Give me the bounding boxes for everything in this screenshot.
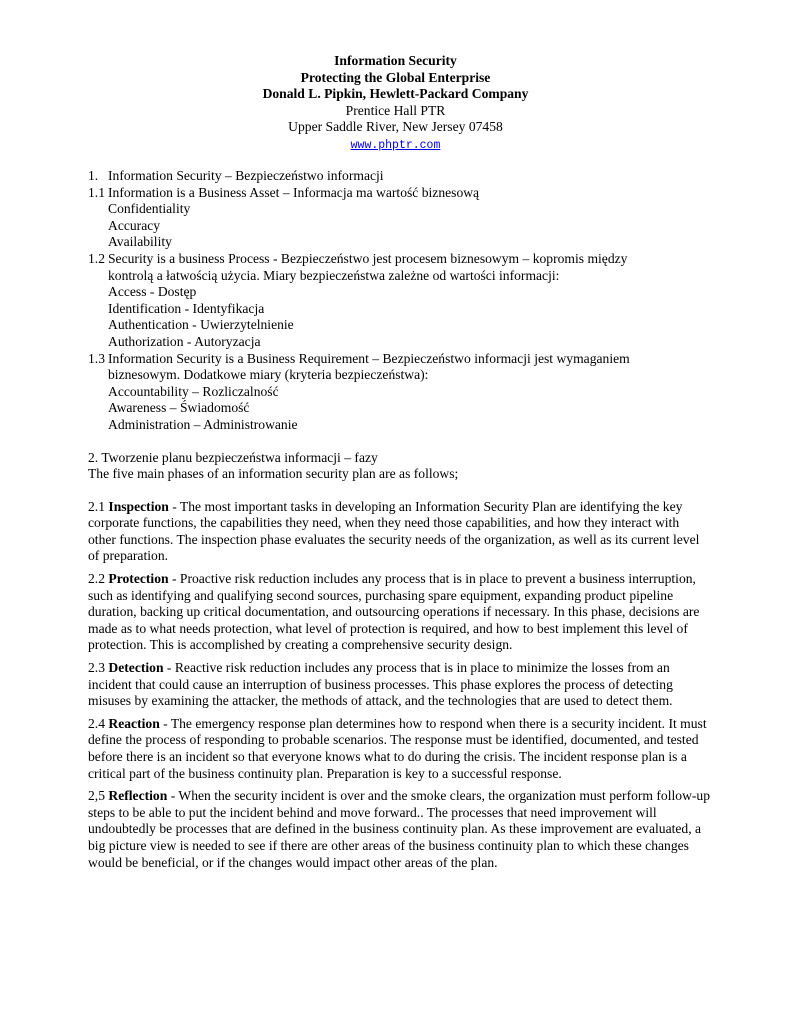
section-title-line: Information Security is a Business Requirement – Bezpieczeństwo informacji jest wymaganiem [108, 350, 630, 366]
phase-number: 2.4 [88, 715, 105, 731]
phase-text: - The most important tasks in developing an Information Security Plan are identifying the key corporate functions, the capabilities they need, when they need those capabilities, and how they interact with other functions. The inspection phase evaluates the security needs of the organization, as well as its current level of preparation. [88, 498, 700, 564]
list-item: Authorization - Autoryzacja [108, 333, 261, 349]
phase-name: Inspection [108, 498, 169, 514]
section-title-line: kontrolą a łatwością użycia. Miary bezpieczeństwa zależne od wartości informacji: [108, 267, 560, 283]
section-title-line: biznesowym. Dodatkowe miary (kryteria bezpieczeństwa): [108, 367, 429, 383]
publisher-url-link[interactable]: www.phptr.com [350, 138, 441, 152]
list-item: Accountability – Rozliczalność [108, 383, 279, 399]
section-number: 1.2 [88, 250, 105, 266]
phase-text: - When the security incident is over and the smoke clears, the organization must perform follow-up steps to be able to put the incident behind and move forward.. The processes that need improvement will undoubtedly be processes that are defined in the business continuity plan. As these improvement are evaluated, a big picture view is needed to see if there are other areas of the business continuity plan to which these changes would be beneficial, or if the changes would impact other areas of the plan. [88, 788, 711, 870]
phase-number: 2.2 [88, 571, 105, 587]
phase-paragraph-reflection [88, 788, 710, 871]
section-number: 1.1 [88, 184, 105, 200]
book-title: Information Security [334, 53, 457, 68]
section-1-1-list [88, 201, 710, 251]
phase-text: - The emergency response plan determines how to respond when there is a security incident. It must define the process of responding to probable scenarios. The response must be identified, documented, and tested before there is an incident so that everyone knows what to do during the crisis. The incident response plan is a critical part of the business continuity plan. Preparation is key to a successful response. [88, 715, 707, 781]
section-1-3-list [88, 384, 710, 434]
list-item: Access - Dostęp [108, 284, 197, 300]
section-number: 1. [88, 168, 99, 183]
phase-number: 2,5 [88, 788, 105, 804]
list-item: Awareness – Świadomość [108, 400, 250, 416]
section-title: Information Security – Bezpieczeństwo informacji [108, 168, 384, 183]
book-subtitle: Protecting the Global Enterprise [300, 69, 491, 85]
section-2-heading: 2. Tworzenie planu bezpieczeństwa informacji – fazy [88, 449, 378, 465]
list-item: Confidentiality [108, 201, 191, 217]
phase-number: 2.1 [88, 498, 105, 514]
phase-number: 2.3 [88, 660, 105, 676]
section-number: 1.3 [88, 350, 105, 366]
section-1-3-heading [88, 351, 710, 384]
publisher: Prentice Hall PTR [345, 102, 446, 118]
section-title-line: Security is a business Process - Bezpieczeństwo jest procesem biznesowym – kopromis między [108, 250, 628, 266]
phase-name: Reaction [108, 715, 160, 731]
phase-text: - Reactive risk reduction includes any process that is in place to minimize the losses from an incident that could cause an interruption of business processes. This phase explores the process of detecting misuses by examining the attacker, the methods of attack, and the technologies that are used to detect them. [88, 660, 673, 709]
document-body [88, 168, 710, 877]
list-item: Availability [108, 234, 172, 250]
section-1-heading [88, 168, 710, 185]
publisher-location: Upper Saddle River, New Jersey 07458 [288, 119, 503, 135]
phase-name: Reflection [108, 788, 168, 804]
book-author: Donald L. Pipkin, Hewlett-Packard Company [262, 86, 529, 102]
phase-paragraph-detection [88, 660, 710, 710]
section-title: Information is a Business Asset – Informacja ma wartość biznesową [108, 184, 480, 200]
phase-paragraph-reaction [88, 716, 710, 782]
list-item: Administration – Administrowanie [108, 416, 298, 432]
phase-text: - Proactive risk reduction includes any process that is in place to prevent a business interruption, such as identifying and qualifying second sources, purchasing spare equipment, expanding product pipeline duration, backing up critical documentation, and outsourcing operations if necessary. In this phase, decisions are made as to what needs protection, what level of protection is required, and how to best implement this level of protection. This is accomplished by creating a comprehensive security design. [88, 571, 700, 653]
phase-paragraph-inspection [88, 499, 710, 565]
section-1-2-list [88, 284, 710, 350]
list-item: Authentication - Uwierzytelnienie [108, 317, 294, 333]
document-header [0, 53, 791, 155]
list-item: Identification - Identyfikacja [108, 300, 265, 316]
section-2-intro: The five main phases of an information security plan are as follows; [88, 466, 459, 482]
phase-name: Protection [108, 571, 169, 587]
list-item: Accuracy [108, 217, 161, 233]
phase-paragraph-protection [88, 571, 710, 654]
phase-name: Detection [108, 660, 164, 676]
section-1-2-heading [88, 251, 710, 284]
section-1-1-heading [88, 185, 710, 202]
